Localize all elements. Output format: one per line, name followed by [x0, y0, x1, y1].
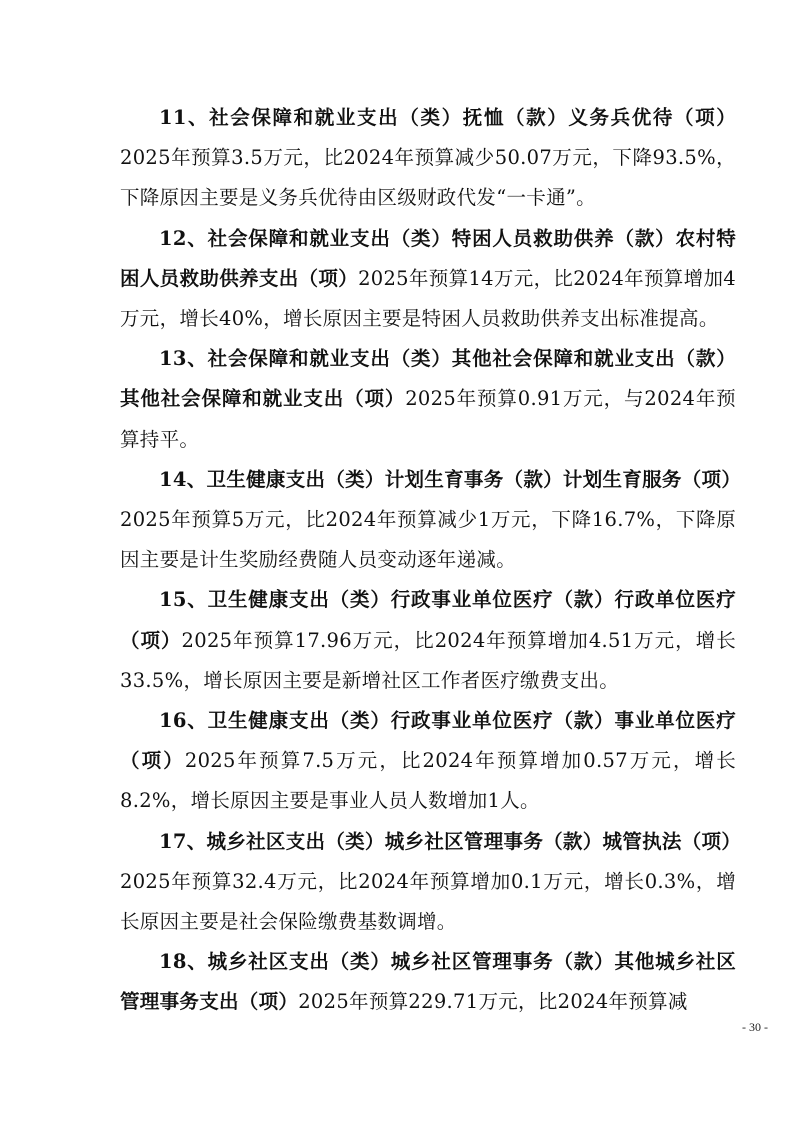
- budget-item-17: [120, 822, 742, 943]
- item-heading: 15、卫生健康支出（类）行政事业单位医疗（款）行政单位医疗（项）: [120, 588, 736, 652]
- item-heading: 12、社会保障和就业支出（类）特困人员救助供养（款）农村特困人员救助供养支出（项）: [120, 226, 736, 290]
- budget-item-16: [120, 701, 736, 822]
- item-heading: 13、社会保障和就业支出（类）其他社会保障和就业支出（款）其他社会保障和就业支出（项）: [120, 347, 736, 411]
- budget-explanation-content: [120, 98, 742, 1023]
- budget-item-18: [120, 942, 736, 1022]
- item-heading: 17、城乡社区支出（类）城乡社区管理事务（款）城管执法（项）: [159, 829, 742, 853]
- item-body: 2025年预算17.96万元，比2024年预算增加4.51万元，增长33.5%，增长原因主要是新增社区工作者医疗缴费支出。: [120, 628, 736, 692]
- item-heading: 18、城乡社区支出（类）城乡社区管理事务（款）其他城乡社区管理事务支出（项）: [120, 950, 736, 1014]
- budget-item-14: [120, 460, 742, 581]
- page-number: - 30 -: [742, 1020, 768, 1034]
- budget-item-15: [120, 580, 736, 701]
- budget-item-11: [120, 98, 736, 219]
- item-body: 2025年预算32.4万元，比2024年预算增加0.1万元，增长0.3%，增长原因主要是社会保险缴费基数调增。: [120, 869, 736, 934]
- item-body: 2025年预算0.91万元，与2024年预算持平。: [120, 387, 736, 451]
- item-heading: 11、社会保障和就业支出（类）抚恤（款）义务兵优待（项）: [159, 106, 736, 129]
- item-body: 2025年预算229.71万元，比2024年预算减: [298, 990, 688, 1014]
- item-heading: 16、卫生健康支出（类）行政事业单位医疗（款）事业单位医疗（项）: [120, 709, 736, 773]
- item-body: 2025年预算5万元，比2024年预算减少1万元，下降16.7%，下降原因主要是计生奖励经费随人员变动逐年递减。: [120, 508, 736, 572]
- item-heading: 14、卫生健康支出（类）计划生育事务（款）计划生育服务（项）: [159, 467, 742, 491]
- budget-item-12: [120, 219, 736, 340]
- budget-item-13: [120, 339, 736, 460]
- item-body: 2025年预算3.5万元，比2024年预算减少50.07万元，下降93.5%，下降原因主要是义务兵优待由区级财政代发“一卡通”。: [120, 146, 736, 210]
- item-body: 2025年预算7.5万元，比2024年预算增加0.57万元，增长8.2%，增长原因主要是事业人员人数增加1人。: [120, 749, 736, 813]
- item-body: 2025年预算14万元，比2024年预算增加4万元，增长40%，增长原因主要是特困人员救助供养支出标准提高。: [120, 266, 736, 331]
